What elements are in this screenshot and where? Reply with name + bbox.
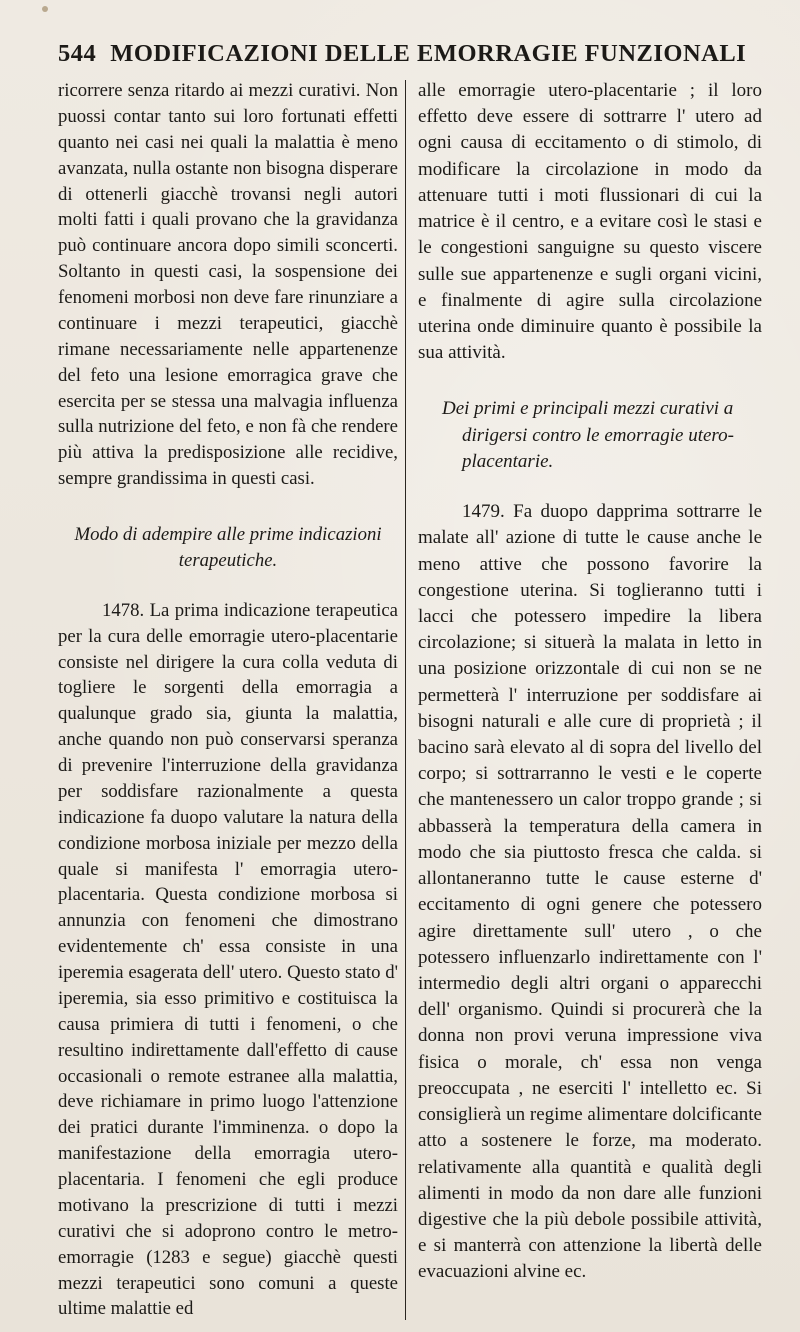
left-section-heading: Modo di adempire alle prime indicazioni terapeutiche. (74, 524, 382, 571)
right-section-heading: Dei primi e principali mezzi curativi a dirigersi contro le emorragie utero-placentarie. (442, 398, 734, 472)
column-divider (405, 80, 406, 1320)
right-paragraph-1479: 1479. Fa duopo dapprima sottrarre le malate all' azione di tutte le cause anche le meno attive che possono favorire la congestione uterina. Si toglieranno tutti i lacci che potessero impedire la libera circolazione; si situerà la malata in letto in una posizione orizzontale di cui non se ne permetterà l' interruzione per soddisfare ai bisogni naturali e alle cure di proprietà ; il bacino sarà elevato al di sopra del livello del corpo; si sottrarranno le vesti e le coperte che mantenessero un calor troppo grande ; si abbasserà la temperatura della camera in modo che sia piuttosto fresca che calda. si allontaneranno tutte le cause esterne d' eccitamento di ogni genere che potessero agire direttamente sull' utero , o che potessero influenzarlo indirettamente con l' intermedio degli altri organi o apparecchi dell' organismo. Quindi si procurerà che la donna non provi veruna impressione viva fisica o morale, ch' essa non venga preoccupata , ne eserciti l' intelletto ec. Si consiglierà un regime alimentare dolcificante atto a sostenere le forze, ma moderato. relativamente alla quantità e qualità degli alimenti in modo da non dare alle funzioni digestive che la più debole possibile attività, e si manterrà con attenzione la libertà delle evacuazioni alvine ec. (418, 501, 762, 1283)
left-paragraph-1: ricorrere senza ritardo ai mezzi curativi. Non puossi contar tanto sui loro fortunati effetti quanto nei casi nei quali la malattia è meno avanzata, nulla ostante non bisogna disperare di ottenerli giacchè trovansi negli autori molti fatti i quali provano che la gravidanza può continuare ancora dopo simili sconcerti. Soltanto in questi casi, la sospensione dei fenomeni morbosi non deve fare rinunziare a continuare i mezzi terapeutici, giacchè rimane necessariamente nelle appartenenze del feto una lesione emorragica grave che esercita per se stessa una malvagia influenza sulla nutrizione del feto, e non fà che rendere più attiva la predisposizione alle recidive, sempre grandissima in questi casi. (58, 80, 398, 490)
right-column (418, 78, 762, 1286)
left-paragraph-1478: 1478. La prima indicazione terapeutica per la cura delle emorragie utero-placentarie consiste nel dirigere la cura colla veduta di togliere le sorgenti della emorragia a qualunque grado sia, giunta la malattia, anche quando non può conservarsi speranza di prevenire l'interruzione della gravidanza per soddisfare razionalmente a questa indicazione fa duopo valutare la natura della condizione morbosa iniziale per mezzo della quale si manifesta l' emorragia utero-placentaria. Questa condizione morbosa si annunzia con fenomeni che dimostrano evidentemente ch' essa consiste in una iperemia esagerata dell' utero. Questo stato d' iperemia, sia esso primitivo e costituisca la causa primiera di tutti i fenomeni, o che resultino indirettamente dall'effetto di cause occasionali o remote estranee alla malattia, deve richiamare in primo luogo l'attenzione dei pratici durante l'imminenza. o dopo la manifestazione della emorragia utero-placentaria. I fenomeni che egli produce motivano la prescrizione di tutti i mezzi curativi che si adoprono contro le metro-emorragie (1283 e segue) giacchè questi mezzi terapeutici sono comuni a queste ultime malattie ed (58, 599, 398, 1320)
right-paragraph-1: alle emorragie utero-placentarie ; il loro effetto deve essere di sottrarre l' utero ad ogni causa di eccitamento o di stimolo, di modificare la circolazione in modo da attenuare tutti i moti flussionari di cui la matrice è il centro, e a evitare così le stasi e le congestioni sanguigne su questo viscere sulle sue appartenenze e sugli organi vicini, e finalmente di agire sulla circolazione uterina onde diminuire quanto è possibile la sua attività. (418, 80, 762, 364)
running-header (58, 40, 758, 72)
page-corner-mark (42, 6, 48, 12)
left-column (58, 78, 398, 1322)
running-title: MODIFICAZIONI DELLE EMORRAGIE FUNZIONALI (110, 40, 747, 67)
page-number: 544 (58, 40, 97, 67)
